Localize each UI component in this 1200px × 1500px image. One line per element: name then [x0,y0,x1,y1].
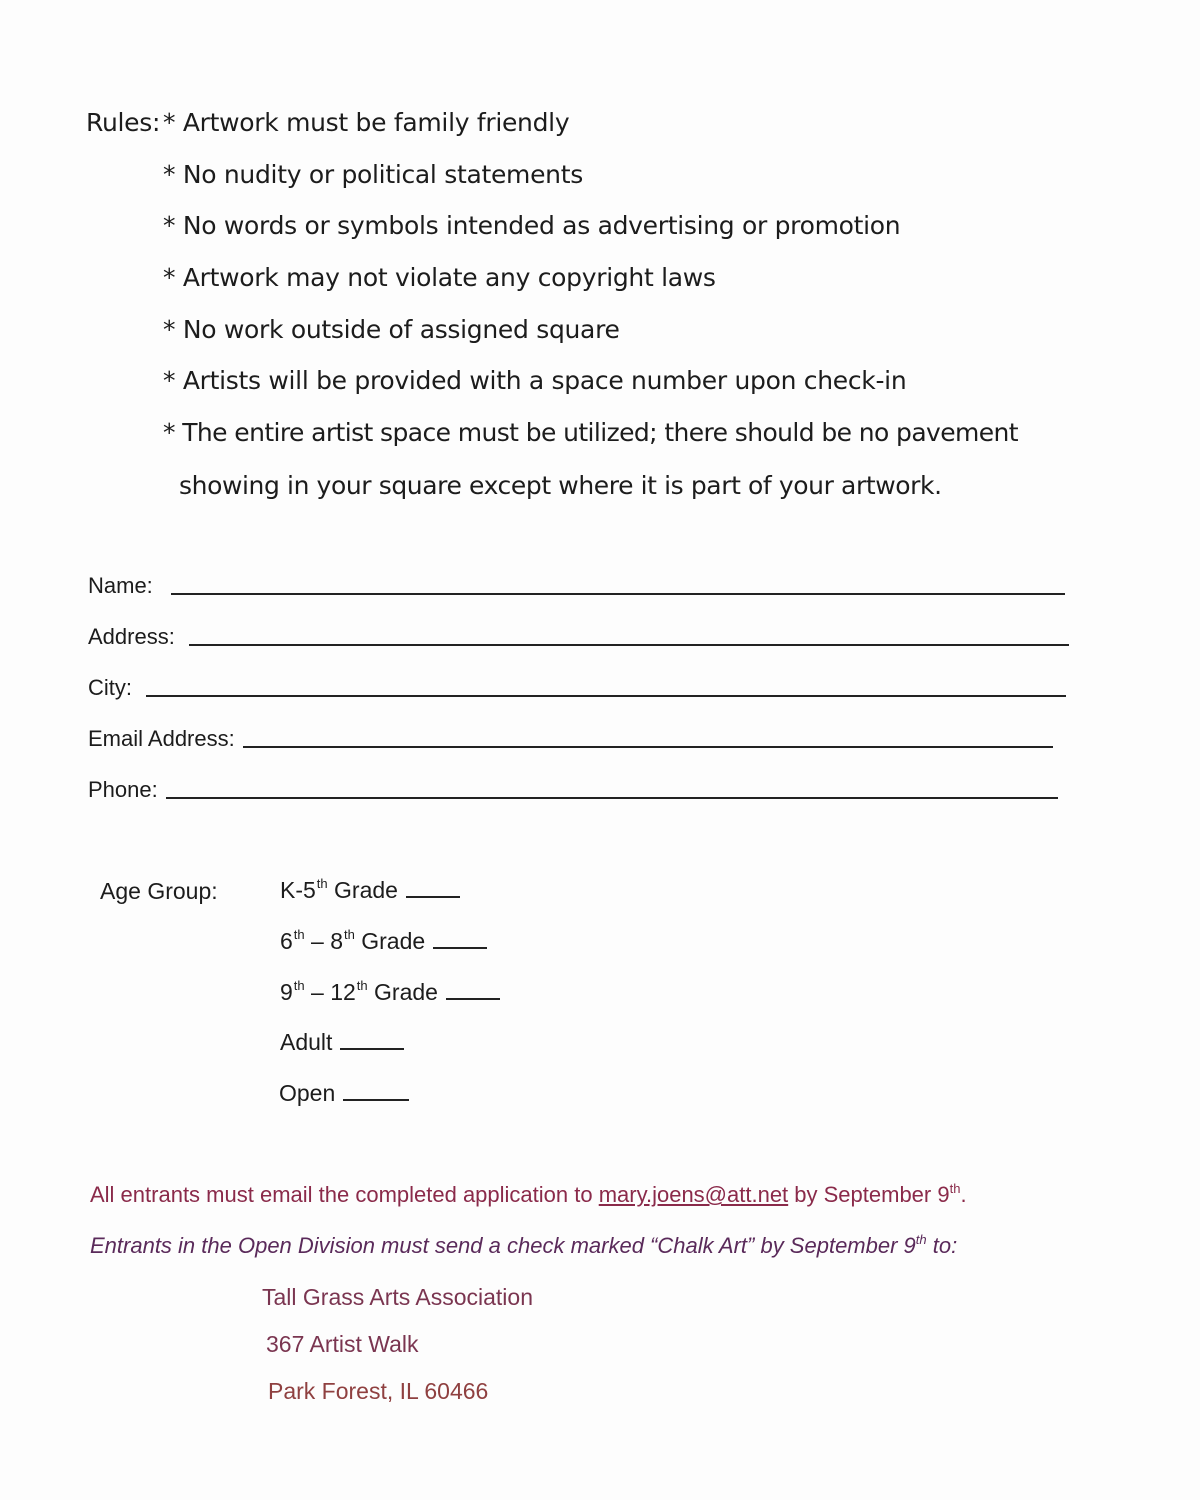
phone-label: Phone: [88,777,158,802]
email-field[interactable] [243,746,1053,748]
rule-item: * Artwork may not violate any copyright laws [163,263,716,292]
age-option-open: Open [279,1080,409,1107]
grade-6-8-blank[interactable] [433,946,487,949]
k5-blank[interactable] [406,895,460,898]
grade-9-12-blank[interactable] [446,997,500,1000]
age-option-k5: K-5th Grade [280,876,460,904]
email-row [88,726,1053,752]
address-label: Address: [88,624,175,649]
address-city: Park Forest, IL 60466 [268,1378,489,1404]
email-label: Email Address: [88,726,235,751]
age-option-adult: Adult [280,1029,404,1056]
age-option-6-8: 6th – 8th Grade [280,927,487,955]
rule-item: * No work outside of assigned square [163,315,620,344]
rule-item: * Artists will be provided with a space number upon check-in [163,366,907,395]
adult-blank[interactable] [340,1047,404,1050]
city-field[interactable] [146,695,1066,697]
email-instructions: All entrants must email the completed application to mary.joens@att.net by September 9th. [90,1181,967,1207]
rules-label: Rules: [86,108,161,137]
rule-item: * No words or symbols intended as advertising or promotion [163,211,901,240]
rule-item-continued: showing in your square except where it is part of your artwork. [179,471,942,500]
phone-field[interactable] [166,797,1058,799]
phone-row [88,777,1058,803]
rule-item: * No nudity or political statements [163,160,583,189]
name-label: Name: [88,573,153,598]
name-row [88,573,1065,599]
city-row [88,675,1066,701]
email-link[interactable]: mary.joens@att.net [598,1182,789,1207]
address-org: Tall Grass Arts Association [262,1284,533,1310]
rule-item: * Artwork must be family friendly [163,108,570,137]
name-field[interactable] [171,593,1065,595]
age-option-9-12: 9th – 12th Grade [280,978,500,1006]
address-row [88,624,1069,650]
rule-item: * The entire artist space must be utilized; there should be no pavement [163,418,1019,447]
open-blank[interactable] [343,1098,409,1101]
age-group-label: Age Group: [100,878,218,904]
address-field[interactable] [189,644,1069,646]
address-street: 367 Artist Walk [266,1331,419,1357]
check-instructions: Entrants in the Open Division must send a check marked “Chalk Art” by September 9th to: [90,1232,958,1258]
city-label: City: [88,675,132,700]
